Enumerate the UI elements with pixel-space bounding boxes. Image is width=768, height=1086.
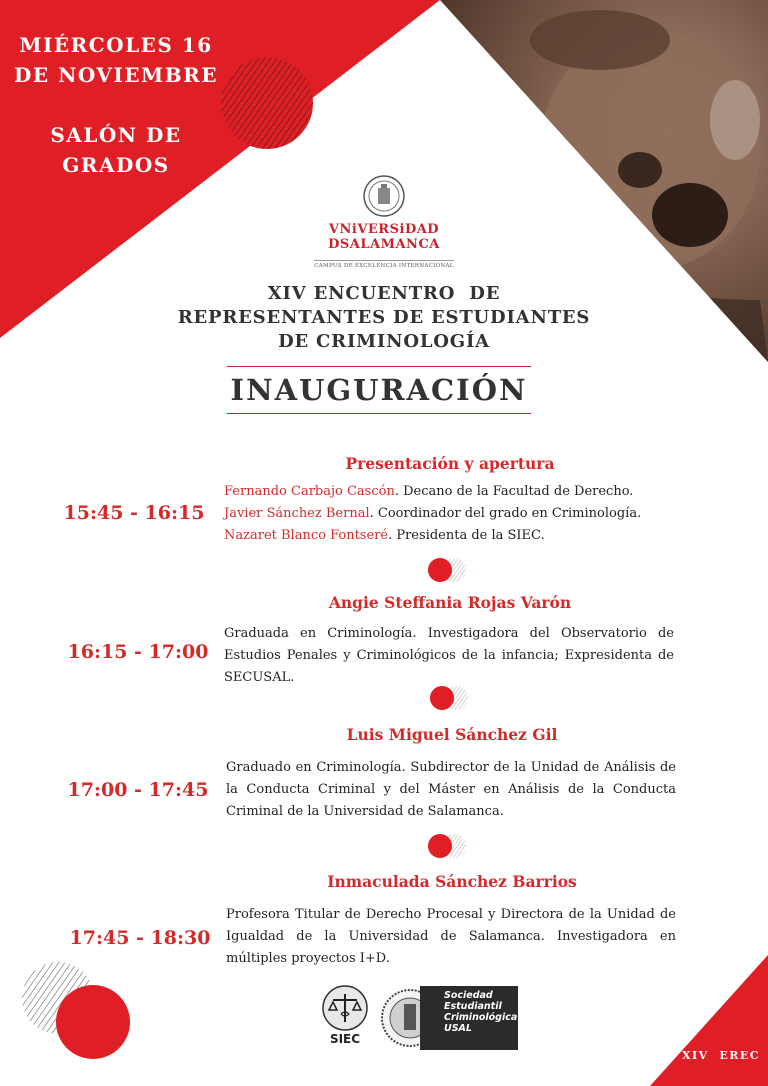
event-title-line-3: DE CRIMINOLOGÍA	[278, 331, 490, 352]
venue-line-2: GRADOS	[62, 153, 170, 177]
footer-tag: XIV EREC	[681, 1049, 760, 1062]
speaker-row	[224, 503, 674, 525]
session-4-description: Profesora Titular de Derecho Procesal y Directora de la Unidad de Igualdad de la Universidad de Salamanca. Investigadora en múltiples proyectos I+D.	[226, 907, 676, 966]
speaker-row	[224, 525, 674, 547]
speaker-name: Fernando Carbajo Cascón	[224, 484, 395, 499]
university-name-2: DSALAMANCA	[328, 237, 440, 252]
session-1-time: 15:45 - 16:15	[63, 502, 205, 524]
session-3-description: Graduado en Criminología. Subdirector de la Unidad de Análisis de la Conducta Criminal y del Máster en Análisis de la Conducta Criminal de la Universidad de Salamanca.	[226, 760, 676, 819]
session-4-time: 17:45 - 18:30	[69, 927, 211, 949]
secusal-line: Estudiantil	[444, 1001, 502, 1012]
event-venue	[0, 120, 232, 180]
session-1-heading: Presentación y apertura	[345, 454, 555, 473]
secusal-text-block	[420, 986, 518, 1050]
speaker-row	[224, 481, 674, 503]
section-title-frame	[227, 366, 531, 414]
date-line-2: DE NOVIEMBRE	[14, 63, 218, 87]
date-line-1: MIÉRCOLES 16	[19, 33, 213, 57]
university-tagline: CAMPUS DE EXCELENCIA INTERNACIONAL	[314, 260, 454, 269]
speaker-name: Javier Sánchez Bernal	[224, 506, 370, 521]
separator-icon	[426, 833, 468, 859]
university-name-1: VNiVERSiDAD	[328, 222, 440, 237]
venue-line-1: SALÓN DE	[50, 123, 182, 147]
secusal-line: USAL	[444, 1023, 472, 1034]
event-title	[134, 282, 634, 354]
secusal-line: Criminológica	[444, 1012, 518, 1023]
session-4-heading: Inmaculada Sánchez Barrios	[327, 872, 577, 891]
session-2-heading: Angie Steffania Rojas Varón	[328, 593, 572, 612]
session-3-heading: Luis Miguel Sánchez Gil	[346, 725, 558, 744]
speaker-role: . Coordinador del grado en Criminología.	[369, 506, 642, 521]
separator-icon	[426, 557, 468, 583]
speaker-name: Nazaret Blanco Fontseré	[224, 528, 389, 543]
session-2-time: 16:15 - 17:00	[67, 641, 209, 663]
event-title-line-1: XIV ENCUENTRO DE	[267, 283, 501, 304]
event-title-line-2: REPRESENTANTES DE ESTUDIANTES	[177, 307, 591, 328]
scales-of-justice-icon	[321, 984, 369, 1032]
separator-icon	[428, 685, 470, 711]
speaker-role: . Presidenta de la SIEC.	[388, 528, 545, 543]
session-1-speakers	[224, 481, 674, 547]
session-3-time: 17:00 - 17:45	[67, 779, 209, 801]
university-seal-icon	[362, 174, 406, 218]
session-2-description: Graduada en Criminología. Investigadora del Observatorio de Estudios Penales y Criminológicos de la infancia; Expresidenta de SECUSAL.	[224, 626, 674, 685]
secusal-logo	[380, 986, 520, 1050]
speaker-role: . Decano de la Facultad de Derecho.	[394, 484, 634, 499]
university-logo	[284, 174, 484, 271]
section-title: INAUGURACIÓN	[230, 373, 528, 407]
event-date	[0, 30, 232, 90]
siec-logo	[319, 984, 371, 1054]
siec-label: SIEC	[329, 1032, 361, 1046]
secusal-line: Sociedad	[444, 990, 493, 1001]
